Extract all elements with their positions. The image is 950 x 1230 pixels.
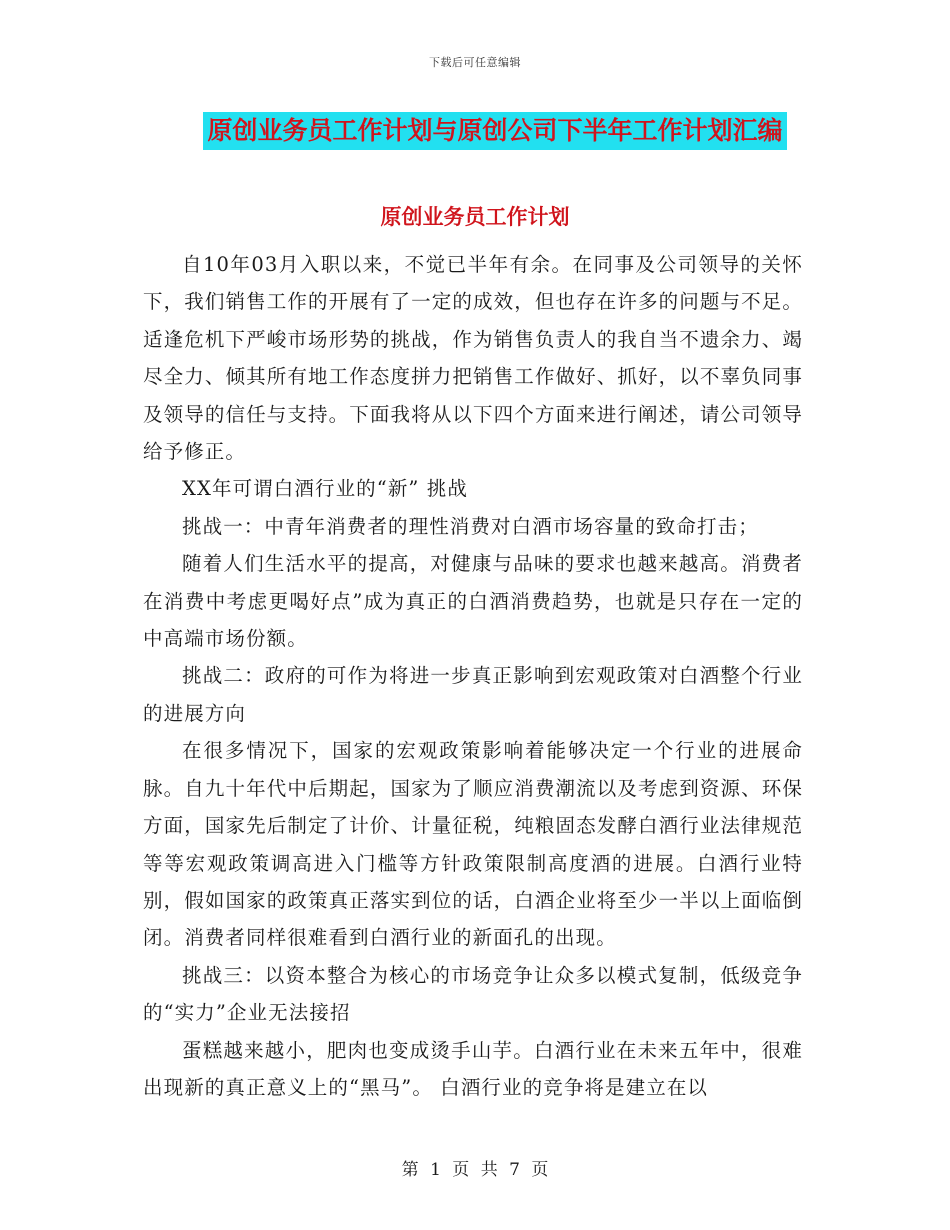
paragraph: 蛋糕越来越小，肥肉也变成烫手山芋。白酒行业在未来五年中，很难出现新的真正意义上的“黑马”。 白酒行业的竞争将是建立在以 <box>143 1038 803 1099</box>
document-title: 原创业务员工作计划与原创公司下半年工作计划汇编 <box>203 112 786 150</box>
paragraph: 随着人们生活水平的提高，对健康与品味的要求也越来越高。消费者在消费中考虑更喝好点”成为真正的白酒消费趋势，也就是只存在一定的中高端市场份额。 <box>143 552 803 651</box>
paragraph: 在很多情况下，国家的宏观政策影响着能够决定一个行业的进展命脉。自九十年代中后期起，国家为了顺应消费潮流以及考虑到资源、环保方面，国家先后制定了计价、计量征税，纯粮固态发酵白酒行业法律规范等等宏观政策调高进入门槛等方针政策限制高度酒的进展。白酒行业特别，假如国家的政策真正落实到位的话，白酒企业将至少一半以上面临倒闭。消费者同样很难看到白酒行业的新面孔的出现。 <box>143 739 803 950</box>
paragraph: 挑战三：以资本整合为核心的市场竞争让众多以模式复制，低级竞争的“实力”企业无法接招 <box>143 963 803 1025</box>
paragraph: 挑战一：中青年消费者的理性消费对白酒市场容量的致命打击； <box>182 514 759 538</box>
document-body <box>143 246 803 1106</box>
paragraph: XX年可谓白酒行业的“新” 挑战 <box>182 477 469 501</box>
paragraph: 挑战二：政府的可作为将进一步真正影响到宏观政策对白酒整个行业的进展方向 <box>143 664 803 725</box>
page-number-footer: 第 1 页 共 7 页 <box>401 1160 549 1180</box>
header-note: 下载后可任意编辑 <box>429 56 521 69</box>
document-title-container <box>0 112 950 150</box>
section-title: 原创业务员工作计划 <box>380 204 570 229</box>
paragraph: 自10年03月入职以来，不觉已半年有余。在同事及公司领导的关怀下，我们销售工作的开展有了一定的成效，但也存在许多的问题与不足。适逢危机下严峻市场形势的挑战，作为销售负责人的我自当不遗余力、竭尽全力、倾其所有地工作态度拼力把销售工作做好、抓好，以不辜负同事及领导的信任与支持。下面我将从以下四个方面来进行阐述，请公司领导给予修正。 <box>143 253 803 464</box>
